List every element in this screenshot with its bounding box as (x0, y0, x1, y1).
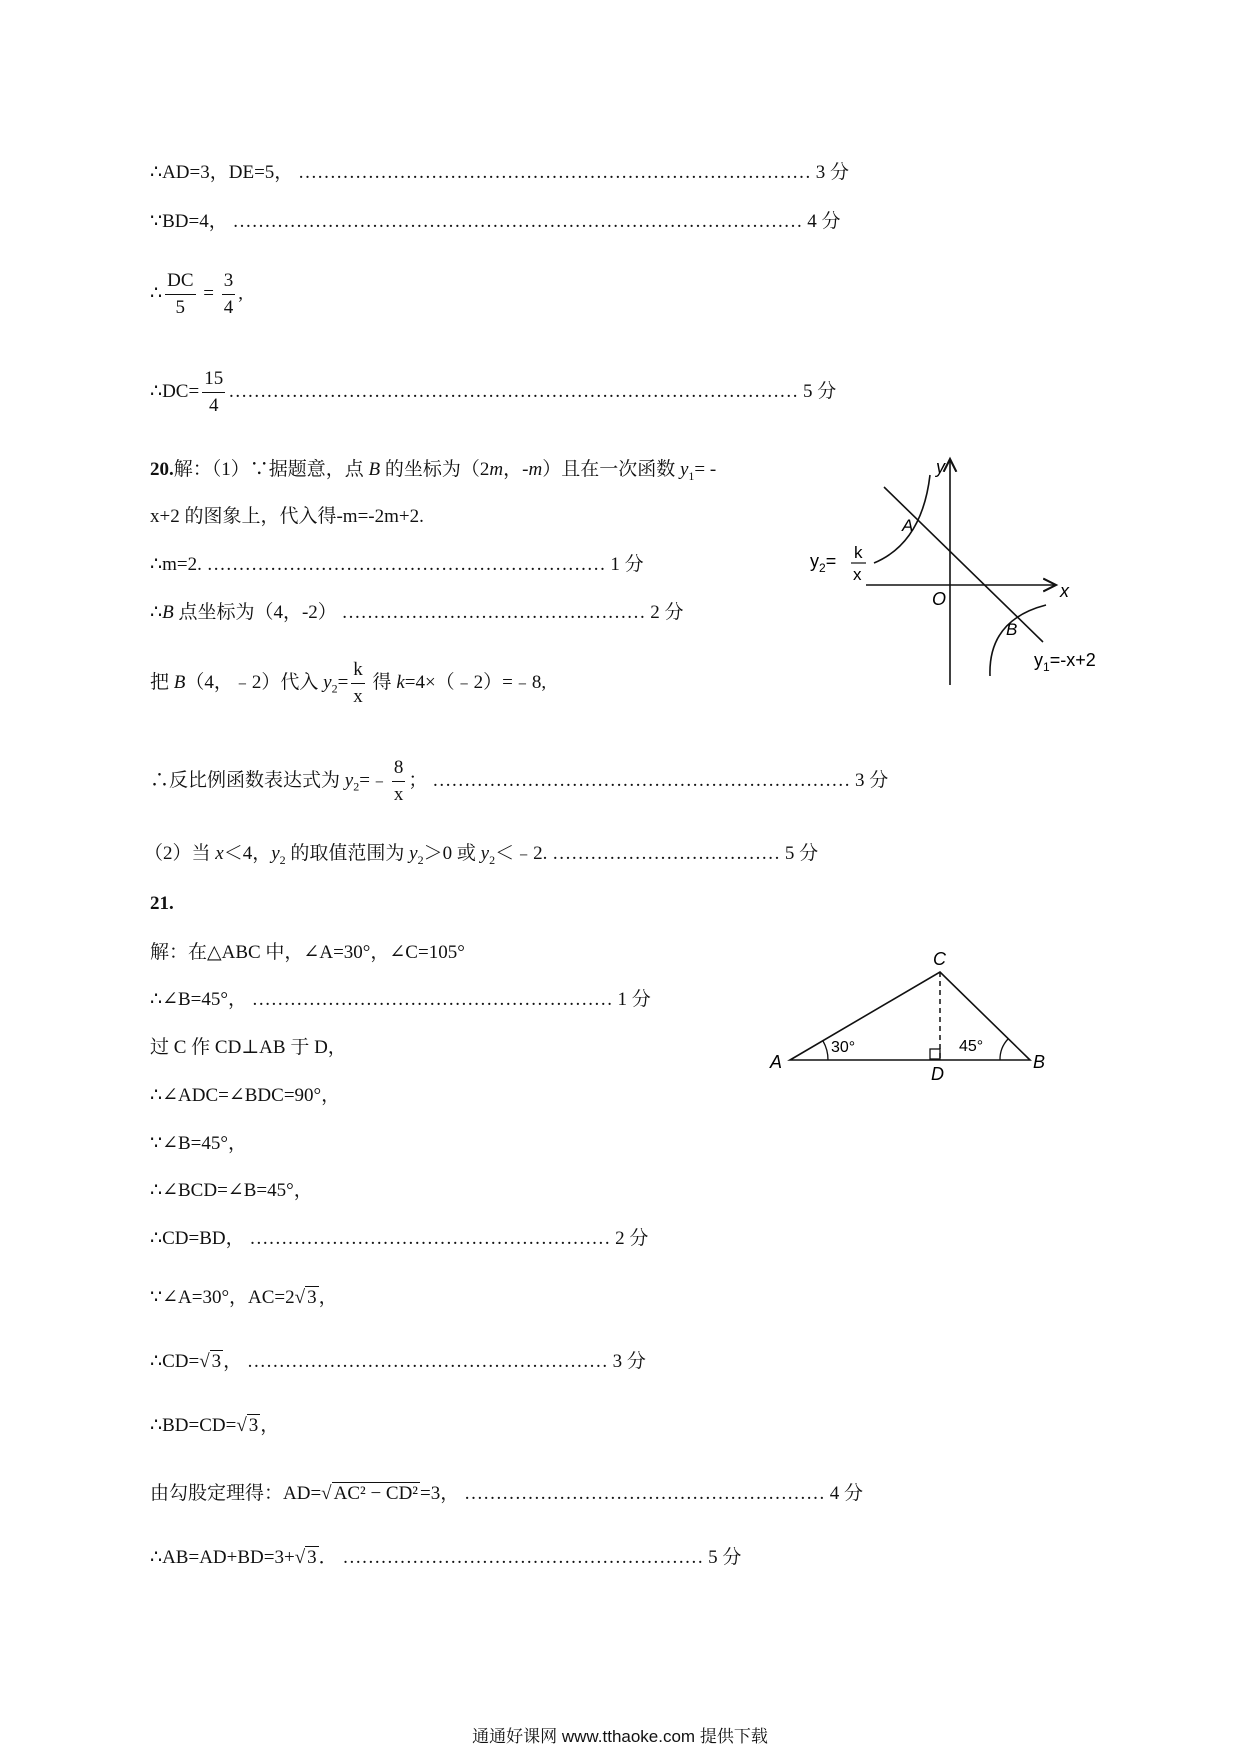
y1-label: $y_1=-x+2$ (1034, 650, 1096, 674)
fraction-dc-5: $\frac{DC}{5}$ (167, 270, 194, 318)
y2-numerator: k (854, 543, 863, 562)
q20-line5: 把 B（4，﹣2）代入 $y_2=$ $\frac{k}{x}$ 得 k=4×（﹣2）=﹣8, (150, 657, 546, 710)
sqrt-3: √ 3 (294, 1287, 317, 1308)
angle-arc-a (823, 1041, 828, 1060)
angle-b-label: 45° (959, 1038, 984, 1055)
line-dc-result: ∴DC= $\frac{15}{4}$ ……………………………………………………………………………… 5 分 (150, 366, 836, 419)
q20-line7: （2）当 x＜4，$y_2$ 的取值范围为 $y_2>0$ 或 $y_2<﹣2$. ……………………………… 5 分 (144, 843, 819, 867)
sqrt-ac2-cd2: √ AC² − CD² (321, 1483, 419, 1504)
point-d-label: D (931, 1064, 944, 1084)
fraction-8-x: $\frac{8}{x}$ (393, 757, 404, 805)
fraction-3-4: $\frac{3}{4}$ (223, 270, 234, 318)
q20-line2: x+2 的图象上，代入得-m=-2m+2. (150, 506, 424, 527)
origin-label: O (932, 589, 947, 609)
q21-step10: ∴BD=CD=√ 3 ， (150, 1413, 279, 1439)
sqrt-3: √ 3 (199, 1351, 222, 1372)
fraction-k-x: $\frac{k}{x}$ (353, 659, 363, 707)
y2-label: $y_2=$ (810, 551, 837, 575)
angle-a-label: 30° (831, 1039, 856, 1056)
x-axis-label: x (1060, 581, 1069, 601)
right-angle-mark (930, 1049, 940, 1059)
q20-line6: ∴反比例函数表达式为 $y_2=﹣$ $\frac{8}{x}$ ； ………………………………………………………… 3 分 (150, 755, 888, 808)
q21-step4: ∴∠ADC=∠BDC=90°， (150, 1085, 341, 1106)
q21-step5: ∵∠B=45°， (150, 1133, 247, 1154)
page-footer: 通通好课网 www.tthaoke.com 提供下载 (472, 1727, 768, 1746)
angle-arc-b (1000, 1039, 1008, 1060)
vertex-b-label: B (1033, 1052, 1046, 1072)
q21-step1: 解：在△ABC 中，∠A=30°，∠C=105° (150, 942, 465, 963)
line-ratio: ∴ $\frac{DC}{5}$ = $\frac{3}{4}$ , (150, 268, 243, 321)
q20-line1: 20.解：（1）∵据题意，点 B 的坐标为（2m，-m）且在一次函数 $y_1=$ - (150, 459, 717, 483)
q21-step12: ∴AB=AD+BD=3+√ 3 ． ………………………………………………… 5 分 (150, 1545, 741, 1571)
point-b-label: B (1006, 620, 1018, 639)
y2-denominator: x (853, 565, 862, 584)
q21-head: 21. (150, 893, 174, 914)
vertex-c-label: C (933, 949, 946, 969)
q20-line4: ∴B 点坐标为（4，-2） ………………………………………… 2 分 (150, 602, 684, 623)
q21-step2: ∴∠B=45°， ………………………………………………… 1 分 (150, 989, 651, 1010)
function-graph (810, 455, 1120, 690)
point-a-label: A (902, 516, 914, 535)
line-bd: ∵BD=4， ……………………………………………………………………………… 4 分 (150, 211, 841, 232)
line-ad-de: ∴AD=3，DE=5， ……………………………………………………………………… 3 分 (150, 162, 850, 183)
triangle-figure (765, 945, 1065, 1095)
fraction-15-4: $\frac{15}{4}$ (204, 368, 224, 416)
q21-step9: ∴CD=√ 3 ， ………………………………………………… 3 分 (150, 1349, 646, 1375)
y-axis-label: y (936, 457, 945, 477)
sqrt-3: √ 3 (236, 1415, 259, 1436)
q21-step7: ∴CD=BD， ………………………………………………… 2 分 (150, 1228, 649, 1249)
q21-step11: 由勾股定理得：AD=√ AC² − CD² =3， ………………………………………………… 4 分 (150, 1481, 863, 1507)
q21-step6: ∴∠BCD=∠B=45°， (150, 1180, 313, 1201)
sqrt-3: √ 3 (294, 1547, 317, 1568)
line-y1 (884, 487, 1043, 642)
q20-line3: ∴m=2. ……………………………………………………… 1 分 (150, 554, 644, 575)
q21-step3: 过 C 作 CD⊥AB 于 D， (150, 1037, 347, 1058)
q21-step8: ∵∠A=30°，AC=2√ 3 ， (150, 1285, 338, 1311)
vertex-a-label: A (770, 1052, 783, 1072)
